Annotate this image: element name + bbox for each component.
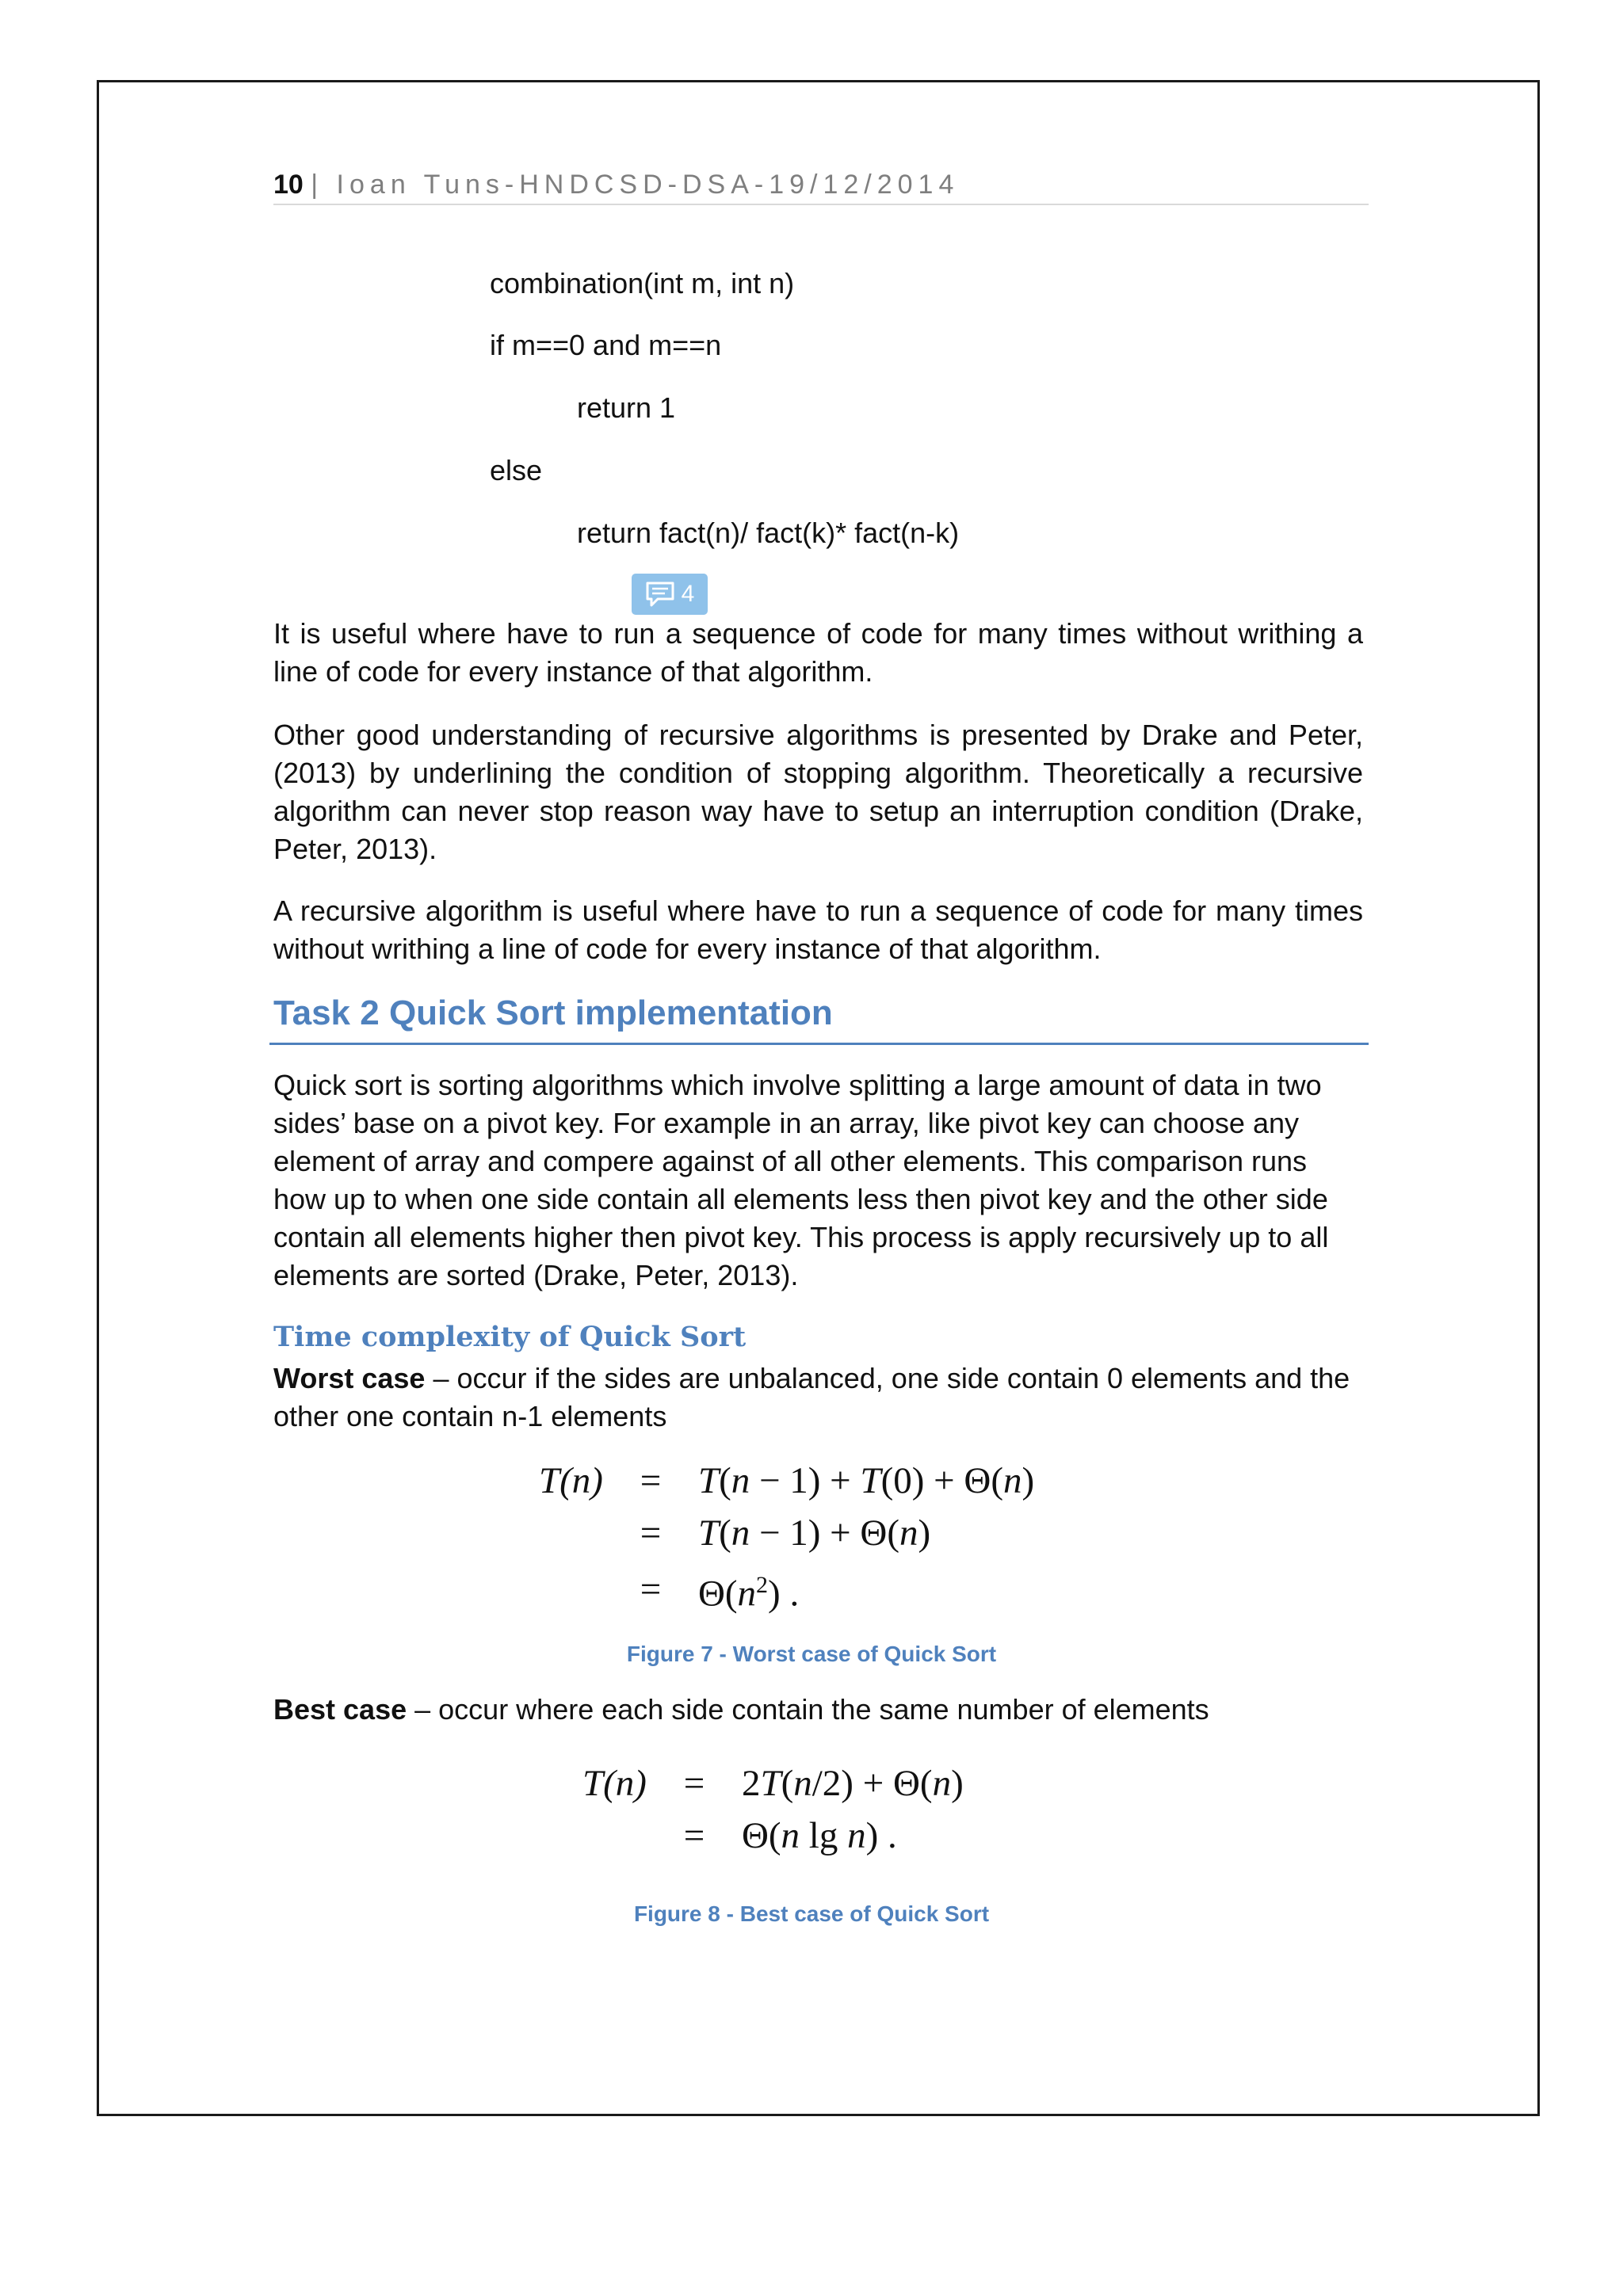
worst-case-label: Worst case [273, 1362, 426, 1394]
code-line-return-1: return 1 [577, 391, 676, 424]
comment-icon [645, 581, 675, 608]
figure-8-caption: Figure 8 - Best case of Quick Sort [633, 1901, 990, 1926]
figure-7-caption: Figure 7 - Worst case of Quick Sort [626, 1642, 997, 1666]
paragraph-worst-case [273, 1360, 1363, 1436]
paragraph-recursive-useful: A recursive algorithm is useful where have to run a sequence of code for many times without writhing a line of code for every instance of that algorithm. [273, 894, 1363, 965]
best-case-text: – occur where each side contain the same number of elements [407, 1693, 1209, 1726]
paragraph-recursive-understanding: Other good understanding of recursive algorithms is presented by Drake and Peter, (2013) by underlining the condition of stopping algorithm. Theoretically a recursive algorithm can never stop reason way have to setup an interruption condition (Drake, Peter, 2013). [273, 719, 1363, 865]
code-line-signature: combination(int m, int n) [490, 267, 795, 299]
comment-badge[interactable] [632, 574, 708, 615]
comment-count: 4 [681, 581, 695, 607]
code-line-if: if m==0 and m==n [490, 329, 722, 361]
heading-time-complexity: Time complexity of Quick Sort [273, 1321, 747, 1353]
code-line-return-fact: return fact(n)/ fact(k)* fact(n-k) [577, 517, 960, 549]
worst-case-formula: T(n) = T(n − 1) + T(0) + Θ(n) = T(n − 1) + Θ(n) = $\Theta(n^2)$ . [539, 1460, 1035, 1615]
best-case-label: Best case [273, 1693, 407, 1726]
header-divider [273, 204, 1369, 205]
paragraph-quick-sort: Quick sort is sorting algorithms which involve splitting a large amount of data in two sides’ base on a pivot key. For example in an array, like pivot key can choose any element of array and compere against of all other elements. This comparison runs how up to when one side contain all elements less then pivot key and the other side contain all elements higher then pivot key. This process is apply recursively up to all elements are sorted (Drake, Peter, 2013). [273, 1069, 1329, 1291]
page-number: 10 [273, 170, 304, 200]
heading-task-2: Task 2 Quick Sort implementation [273, 994, 833, 1032]
running-title: | Ioan Tuns-HNDCSD-DSA-19/12/2014 [311, 170, 960, 200]
code-line-else: else [490, 454, 543, 486]
page-header [273, 168, 1369, 201]
best-case-formula: T(n) = 2T(n/2) + Θ(n) = Θ(n lg n) . [582, 1763, 964, 1856]
paragraph-best-case [273, 1691, 1363, 1729]
heading-underline [269, 1043, 1369, 1045]
worst-case-text: – occur if the sides are unbalanced, one side contain 0 elements and the other one contain n-1 elements [273, 1362, 1350, 1432]
paragraph-usefulness: It is useful where have to run a sequence of code for many times without writhing a line of code for every instance of that algorithm. [273, 617, 1363, 688]
